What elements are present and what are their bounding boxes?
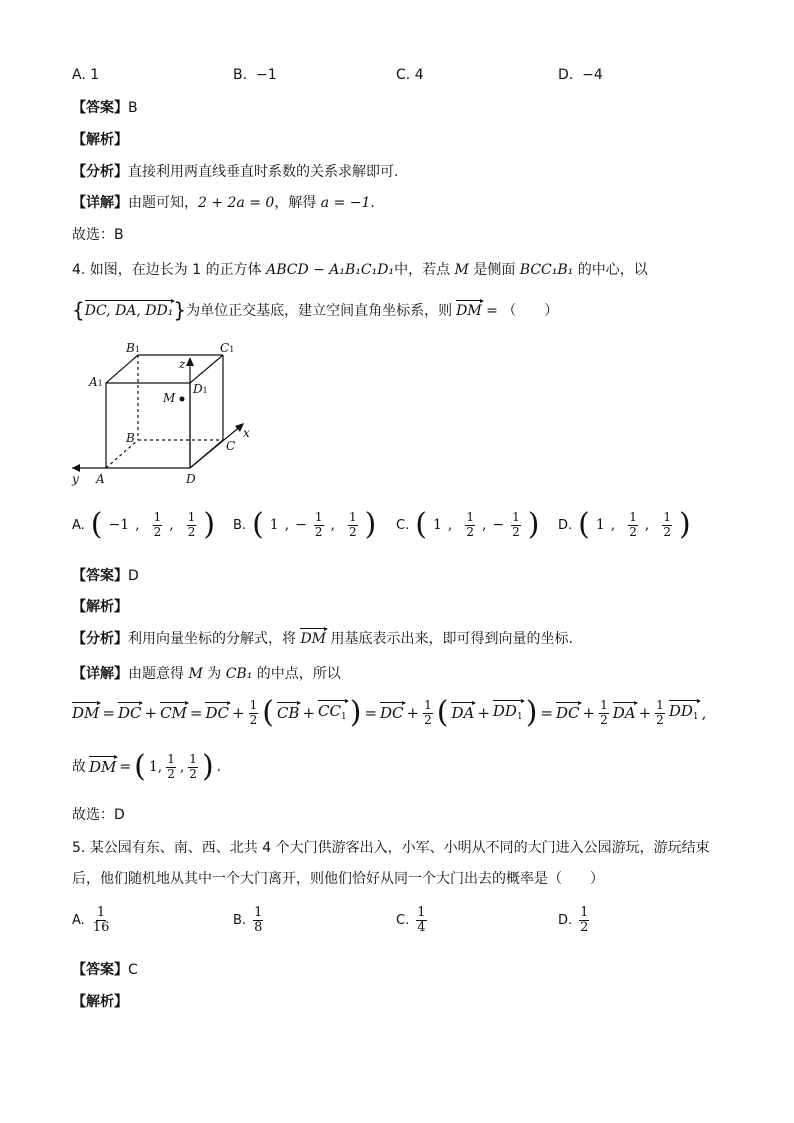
label-y: y: [72, 472, 79, 486]
label-c1: C1: [220, 341, 235, 355]
q5-option-d: D. $\frac{1}{2}$: [558, 905, 589, 936]
label-a1: A1: [89, 375, 103, 389]
label-z: z: [179, 357, 186, 371]
label-a: A: [96, 472, 105, 486]
q5-answer: 【答案】C: [72, 962, 138, 978]
q3-option-c: C. 4: [396, 67, 424, 83]
edge-a1-b1: [106, 355, 138, 383]
point-m: [180, 397, 185, 402]
q3-option-b: B. −1: [233, 67, 277, 83]
q3-analysis-heading: 【解析】: [72, 132, 128, 148]
q4-option-d: D. ( 1 , $\frac{1}{2}$ , $\frac{1}{2}$ ): [558, 507, 691, 542]
q3-xiangjie: 【详解】由题可知，2 + 2a = 0，解得 a = −1.: [72, 195, 375, 211]
label-c: C: [226, 439, 236, 453]
q3-fenxi: 【分析】直接利用两直线垂直时系数的关系求解即可.: [72, 164, 399, 180]
q3-choose: 故选：B: [72, 227, 124, 243]
q5-stem-line2: 后，他们随机地从其中一个大门离开，则他们恰好从同一个大门出去的概率是（ ）: [72, 871, 604, 887]
q4-result: 故 DM = ( 1, $\frac{1}{2}$ , $\frac{1}{2}$ ) .: [72, 749, 222, 784]
q5-stem-line1: 5. 某公园有东、南、西、北共 4 个大门供游客出入，小军、小明从不同的大门进入公园游玩，游玩结束: [72, 840, 710, 856]
q4-option-c: C. ( 1 , $\frac{1}{2}$ , − $\frac{1}{2}$ ): [396, 507, 540, 542]
q4-fenxi: 【分析】利用向量坐标的分解式，将 DM 用基底表示出来，即可得到向量的坐标.: [72, 631, 573, 647]
q5-analysis-heading: 【解析】: [72, 994, 128, 1010]
label-x: x: [243, 426, 250, 440]
q4-analysis-heading: 【解析】: [72, 599, 128, 615]
q4-option-b: B. ( 1 , − $\frac{1}{2}$ , $\frac{1}{2}$ ): [233, 507, 377, 542]
q3-option-a: A. 1: [72, 67, 100, 83]
q5-option-a: A. $\frac{1}{16}$: [72, 905, 110, 936]
q4-answer: 【答案】D: [72, 568, 139, 584]
label-b: B: [126, 431, 135, 445]
q4-option-a: A. ( −1 , $\frac{1}{2}$ , $\frac{1}{2}$ ): [72, 507, 216, 542]
q3-option-d: D. −4: [558, 67, 603, 83]
q3-answer: 【答案】B: [72, 100, 138, 116]
q5-option-b: B. $\frac{1}{8}$: [233, 905, 263, 936]
q4-stem-line2: {DC, DA, DD₁}为单位正交基底，建立空间直角坐标系，则 DM = （ ）: [72, 298, 559, 322]
label-m: M: [163, 391, 176, 405]
q4-stem-line1: 4. 如图，在边长为 1 的正方体 ABCD − A₁B₁C₁D₁中，若点 M 是侧面 BCC₁B₁ 的中心，以: [72, 262, 648, 278]
q4-cube-figure: [60, 335, 270, 490]
q5-option-c: C. $\frac{1}{4}$: [396, 905, 426, 936]
q4-choose: 故选：D: [72, 807, 125, 823]
z-axis-arrow: [186, 357, 194, 366]
y-axis-arrow: [72, 464, 80, 472]
edge-d1-c1: [190, 355, 223, 383]
q4-xiangjie: 【详解】由题意得 M 为 CB₁ 的中点，所以: [72, 666, 341, 682]
label-d: D: [186, 472, 196, 486]
label-d1: D1: [193, 382, 208, 396]
label-b1: B1: [126, 341, 140, 355]
q4-vector-equation: DM = DC + CM = DC + $\frac{1}{2}$ ( CB + $CC_1$ ) = DC + $\frac{1}{2}$ ( DA + $DD_1$ ) = DC + $\frac{1}{2}$ DA + $\frac{1}{2}$ $DD_1$ ,: [72, 695, 707, 730]
